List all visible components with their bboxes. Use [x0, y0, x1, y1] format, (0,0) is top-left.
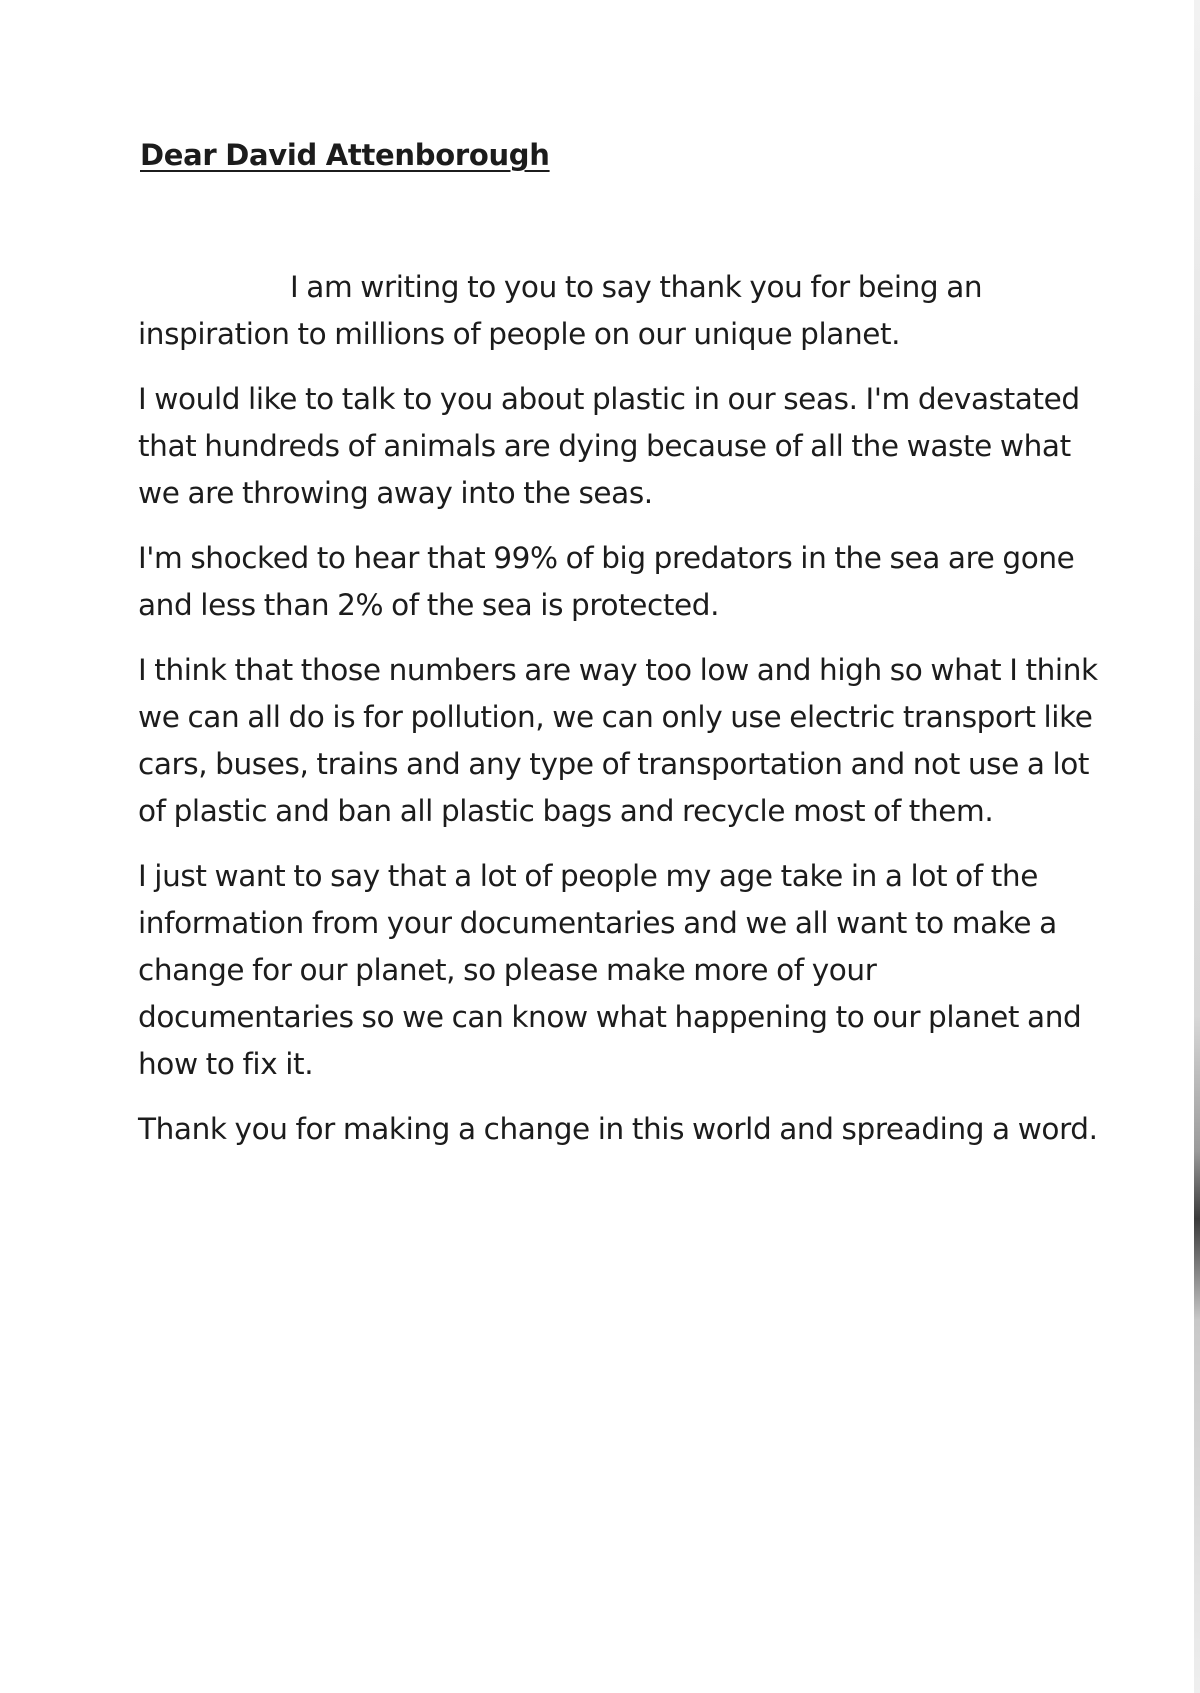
paragraph-4: I think that those numbers are way too low and high so what I think we can all do is for pollution, we can only use electric transport like cars, buses, trains and any type of transportation and not use a lot of plastic and ban all plastic bags and recycle most of them. [138, 653, 1098, 828]
paragraph-6: Thank you for making a change in this world and spreading a word. [138, 1112, 1098, 1146]
paragraph-5: I just want to say that a lot of people my age take in a lot of the information from your documentaries and we all want to make a change for our planet, so please make more of your documentaries so we can know what happening to our planet and how to fix it. [138, 859, 1082, 1081]
salutation: Dear David Attenborough [140, 138, 550, 172]
letter-body [138, 132, 1098, 1171]
paragraph-1: I am writing to you to say thank you for being an inspiration to millions of people on our unique planet. [138, 270, 983, 351]
paragraph-2: I would like to talk to you about plastic in our seas. I'm devastated that hundreds of animals are dying because of all the waste what we are throwing away into the seas. [138, 382, 1080, 510]
scan-edge-shadow [1194, 0, 1200, 1693]
paragraph-3: I'm shocked to hear that 99% of big predators in the sea are gone and less than 2% of the sea is protected. [138, 541, 1075, 622]
